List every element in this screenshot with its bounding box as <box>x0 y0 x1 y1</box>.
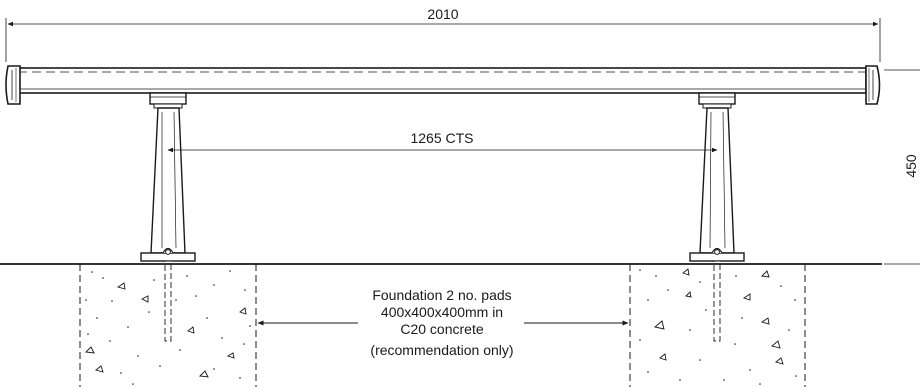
centres-dimension <box>168 130 717 150</box>
centres-label: 1265 CTS <box>410 130 474 146</box>
height-dimension <box>884 70 920 264</box>
foundation-note-line-4: (recommendation only) <box>370 342 514 358</box>
left-leg <box>141 93 195 341</box>
right-end-cap <box>866 66 880 104</box>
height-label: 450 <box>903 154 919 178</box>
foundation-note-line-1: Foundation 2 no. pads <box>372 287 512 303</box>
foundation-note-line-3: C20 concrete <box>400 321 484 337</box>
left-end-cap <box>6 66 20 104</box>
foundation-note <box>258 287 628 358</box>
seat-beam <box>18 68 866 93</box>
overall-length-label: 2010 <box>427 6 459 22</box>
right-leg <box>690 93 744 341</box>
foundation-note-line-2: 400x400x400mm in <box>380 304 504 320</box>
overall-length-dimension <box>6 6 880 62</box>
